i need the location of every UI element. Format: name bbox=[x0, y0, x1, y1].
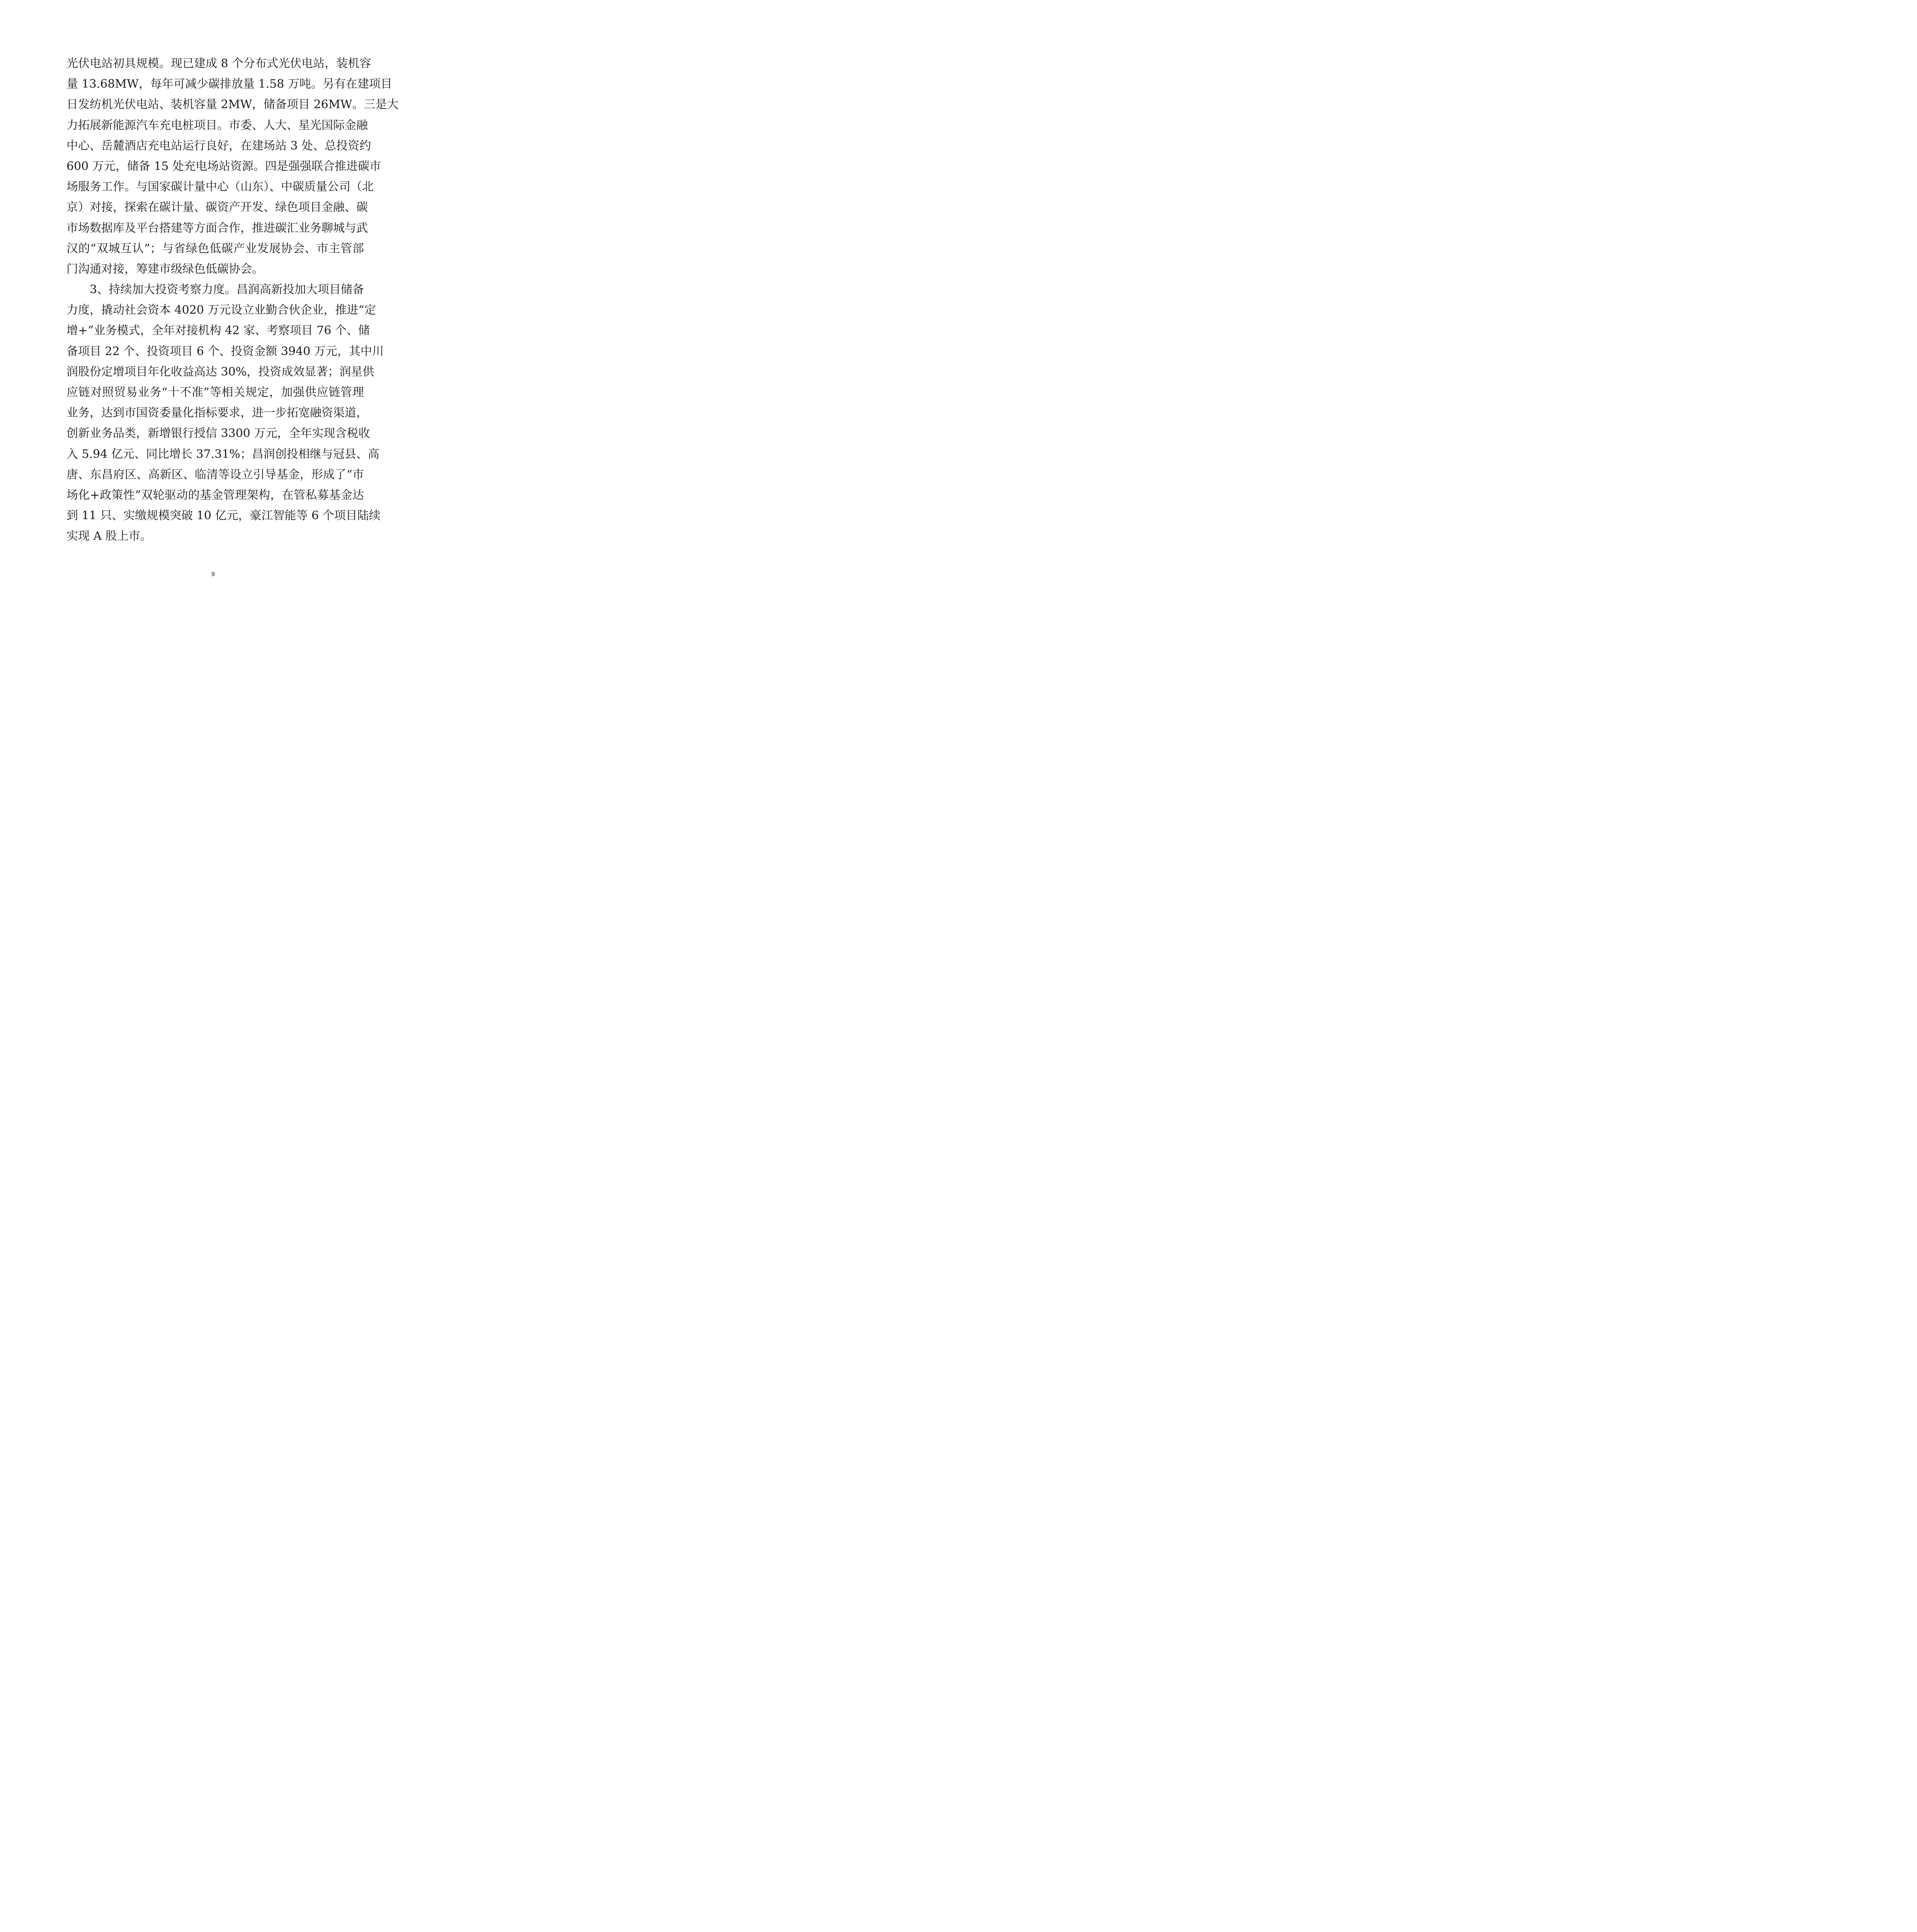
text-line: 到 11 只、实缴规模突破 10 亿元，豪江智能等 6 个项目陆续 bbox=[66, 509, 381, 523]
page-number: 9 bbox=[211, 571, 215, 578]
text-line: 600 万元，储备 15 处充电场站资源。四是强强联合推进碳市 bbox=[66, 159, 381, 173]
text-line: 力度，撬动社会资本 4020 万元设立业勤合伙企业，推进“定 bbox=[66, 303, 376, 317]
paragraph-1 bbox=[66, 53, 399, 279]
paragraph-2 bbox=[66, 279, 384, 546]
text-line: 中心、岳麓酒店充电站运行良好，在建场站 3 处、总投资约 bbox=[66, 139, 371, 153]
text-line: 京）对接，探索在碳计量、碳资产开发、绿色项目金融、碳 bbox=[66, 201, 368, 214]
text-line: 应链对照贸易业务“十不准”等相关规定，加强供应链管理 bbox=[66, 386, 364, 399]
text-line: 日发纺机光伏电站、装机容量 2MW，储备项目 26MW。三是大 bbox=[66, 98, 399, 112]
text-line: 量 13.68MW，每年可减少碳排放量 1.58 万吨。另有在建项目 bbox=[66, 77, 392, 91]
text-line: 汉的“双城互认”；与省绿色低碳产业发展协会、市主管部 bbox=[66, 242, 364, 255]
text-line: 市场数据库及平台搭建等方面合作，推进碳汇业务聊城与武 bbox=[66, 221, 368, 235]
text-line: 入 5.94 亿元、同比增长 37.31%；昌润创投相继与冠县、高 bbox=[66, 447, 379, 461]
text-line: 实现 A 股上市。 bbox=[66, 529, 152, 543]
text-line: 门沟通对接，筹建市级绿色低碳协会。 bbox=[66, 262, 264, 276]
text-line: 备项目 22 个、投资项目 6 个、投资金额 3940 万元，其中川 bbox=[66, 344, 384, 358]
text-line: 场服务工作。与国家碳计量中心（山东）、中碳质量公司（北 bbox=[66, 180, 374, 194]
text-line: 光伏电站初具规模。现已建成 8 个分布式光伏电站，装机容 bbox=[66, 57, 371, 70]
document-page bbox=[0, 0, 426, 603]
text-line: 唐、东昌府区、高新区、临清等设立引导基金，形成了“市 bbox=[66, 468, 364, 481]
text-line: 业务，达到市国资委量化指标要求，进一步拓宽融资渠道， bbox=[66, 406, 368, 420]
text-line: 力拓展新能源汽车充电桩项目。市委、人大、星光国际金融 bbox=[66, 118, 368, 132]
text-line: 润股份定增项目年化收益高达 30%，投资成效显著；润星供 bbox=[66, 365, 374, 379]
text-line: 创新业务品类，新增银行授信 3300 万元，全年实现含税收 bbox=[66, 427, 370, 440]
text-line: 场化+政策性”双轮驱动的基金管理架构，在管私募基金达 bbox=[66, 488, 364, 502]
section-heading-line: 3、持续加大投资考察力度。昌润高新投加大项目储备 bbox=[90, 283, 364, 297]
text-line: 增+”业务模式，全年对接机构 42 家、考察项目 76 个、储 bbox=[66, 324, 370, 338]
body-text bbox=[66, 53, 399, 547]
